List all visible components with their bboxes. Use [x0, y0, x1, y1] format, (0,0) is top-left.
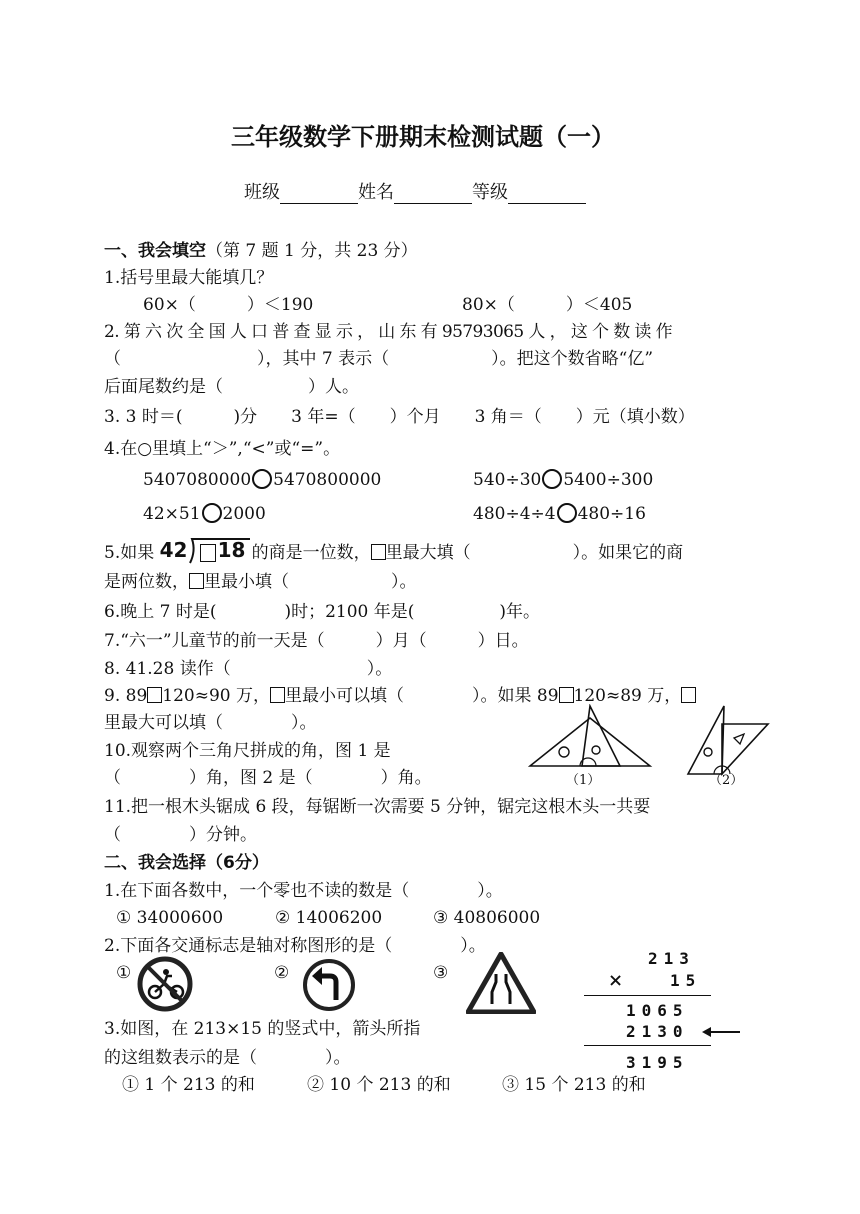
- digit-box-ref: [681, 687, 696, 703]
- calc-top: 213: [648, 949, 695, 968]
- question-1-1b: 80×（ ）＜405: [462, 295, 633, 315]
- compare-circle[interactable]: [542, 469, 562, 489]
- question-1-11-line2: （ ）分钟。: [104, 825, 257, 845]
- choice-2-3-b[interactable]: ② 10 个 213 的和: [307, 1075, 451, 1095]
- name-label: 姓名: [358, 182, 394, 203]
- compare-c: 42×51 2000: [143, 504, 266, 524]
- digit-box[interactable]: [559, 687, 574, 703]
- long-division-figure: [160, 539, 252, 565]
- section-1-heading: 一、我会填空（第 7 题 1 分，共 23 分）: [104, 241, 418, 261]
- compare-circle[interactable]: [557, 503, 577, 523]
- calc-partial-2: 2130: [626, 1022, 689, 1041]
- section-2-heading: 二、我会选择（6分）: [104, 853, 269, 873]
- arrow-left-icon: [702, 1025, 742, 1039]
- question-1-1a: 60×（ ）＜190: [143, 295, 314, 315]
- calc-rule-2: [584, 1045, 711, 1046]
- name-blank: [394, 185, 472, 204]
- compare-b: 540÷30 5400÷300: [473, 470, 654, 490]
- question-1-9-line1: 9. 89 120≈90 万， 里最小可以填（ ）。如果 89 120≈89 万，: [104, 685, 696, 707]
- question-2-1: 1.在下面各数中，一个零也不读的数是（ ）。: [104, 881, 503, 901]
- choice-2-2-c[interactable]: ③: [433, 963, 449, 983]
- page-title: 三年级数学下册期末检测试题（一）: [231, 123, 615, 151]
- class-label: 班级: [244, 182, 280, 203]
- vertical-multiplication: [584, 948, 744, 1078]
- choice-2-2-a[interactable]: ①: [116, 963, 132, 983]
- digit-box[interactable]: [200, 544, 216, 562]
- question-2-3-line1: 3.如图，在 213×15 的竖式中，箭头所指: [104, 1019, 421, 1039]
- figure-2-label: （2）: [709, 773, 744, 788]
- calc-partial-1: 1065: [626, 1001, 689, 1020]
- question-1-5-line2: 是两位数， 里最小填（ ）。: [104, 572, 417, 592]
- section-1-note: （第 7 题 1 分，共 23 分）: [206, 241, 418, 261]
- question-1-3: 3. 3 时＝( )分 3 年=（ ）个月 3 角＝（ ）元（填小数）: [104, 407, 695, 427]
- choice-2-2-b[interactable]: ②: [274, 963, 290, 983]
- choice-2-1-c[interactable]: ③ 40806000: [433, 908, 541, 928]
- class-blank: [280, 185, 358, 204]
- question-1-8: 8. 41.28 读作（ ）。: [104, 659, 393, 679]
- choice-2-1-a[interactable]: ① 34000600: [116, 908, 224, 928]
- digit-box-ref: [189, 573, 204, 589]
- question-1-6: 6.晚上 7 时是( )时；2100 年是( )年。: [104, 602, 541, 622]
- choice-2-3-c[interactable]: ③ 15 个 213 的和: [502, 1075, 646, 1095]
- compare-circle[interactable]: [252, 469, 272, 489]
- question-2-3-line2: 的这组数表示的是（ ）。: [104, 1048, 351, 1068]
- choice-2-1-b[interactable]: ② 14006200: [275, 908, 383, 928]
- compare-circle[interactable]: [202, 503, 222, 523]
- divisor: 42: [159, 538, 188, 562]
- digit-box-ref: [371, 544, 386, 560]
- calc-times: ×: [608, 970, 624, 991]
- question-1-7: 7.“六一”儿童节的前一天是（ ）月（ ）日。: [104, 631, 529, 651]
- calc-second: 15: [670, 971, 702, 990]
- question-1-5-line1: 5.如果 42 18 的商是一位数， 里最大填（ ）。如果它的商: [104, 538, 684, 563]
- question-1-2-line3: 后面尾数约是（ ）人。: [104, 377, 359, 397]
- calc-rule-1: [584, 995, 711, 996]
- digit-box[interactable]: [147, 687, 162, 703]
- dividend-digits: 18: [217, 538, 246, 562]
- question-2-2: 2.下面各交通标志是轴对称图形的是（ ）。: [104, 936, 486, 956]
- calc-result: 3195: [626, 1053, 689, 1072]
- question-1-4: 4.在○里填上“＞”,“<”或“=”。: [104, 439, 341, 459]
- question-1-10-line1: 10.观察两个三角尺拼成的角，图 1 是: [104, 741, 391, 761]
- question-1-2-line2: （ ），其中 7 表示（ ）。把这个数省略“亿”: [104, 349, 654, 369]
- compare-d: 480÷4÷4 480÷16: [473, 504, 646, 524]
- choice-2-3-a[interactable]: ① 1 个 213 的和: [122, 1075, 255, 1095]
- digit-box-ref: [270, 687, 285, 703]
- student-info-line: [244, 182, 586, 204]
- question-1-1: 1.括号里最大能填几？: [104, 268, 274, 288]
- compare-a: 5407080000 5470800000: [143, 470, 382, 490]
- no-motorcycle-sign-icon: [137, 956, 193, 1012]
- grade-blank: [508, 185, 586, 204]
- no-left-turn-sign-icon: [302, 958, 356, 1012]
- question-1-11-line1: 11.把一根木头锯成 6 段，每锯断一次需要 5 分钟，锯完这根木头一共要: [104, 797, 651, 817]
- figure-1-label: （1）: [566, 773, 601, 788]
- question-1-10-line2: （ ）角，图 2 是（ ）角。: [104, 768, 432, 788]
- question-1-9-line2: 里最大可以填（ ）。: [104, 713, 317, 733]
- grade-label: 等级: [472, 182, 508, 203]
- question-1-2-line1: 2. 第 六 次 全 国 人 口 普 查 显 示 ， 山 东 有 95793065 人 ， 这 个 数 读 作: [104, 322, 673, 342]
- road-narrows-sign-icon: [466, 952, 536, 1014]
